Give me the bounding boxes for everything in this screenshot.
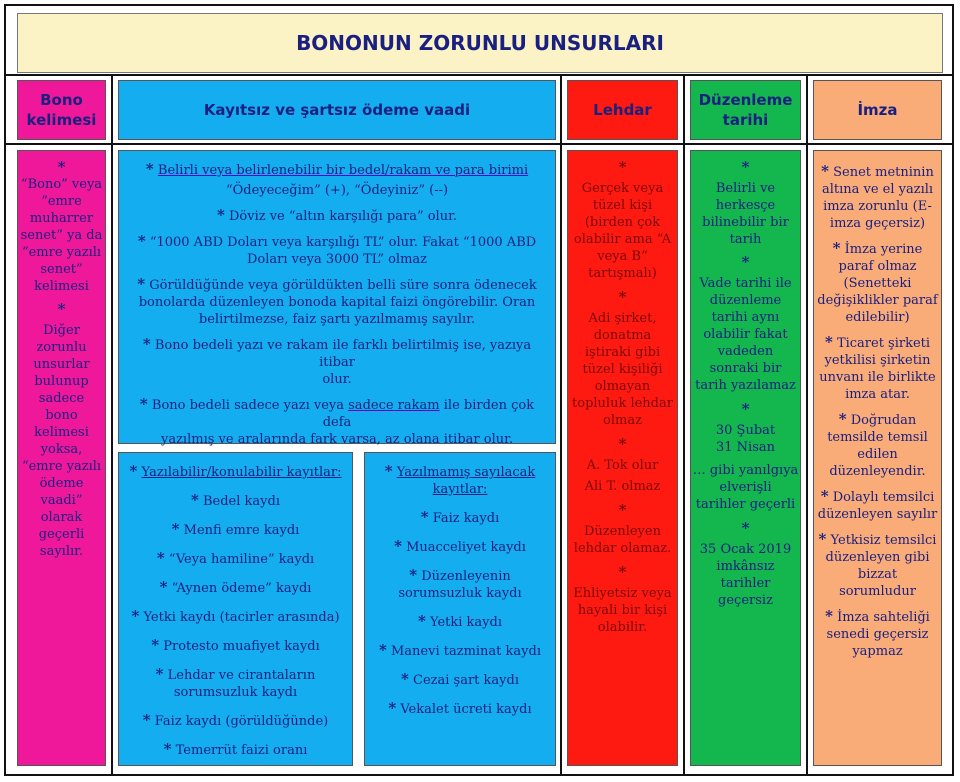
bullet-star: * bbox=[142, 711, 151, 729]
col-divider bbox=[806, 74, 808, 776]
duzenleme-line: herkesçe bbox=[715, 198, 776, 213]
imza-line: edilebilir) bbox=[845, 310, 910, 325]
bullet-star: * bbox=[741, 400, 750, 418]
bullet-star: * bbox=[145, 160, 154, 178]
bullet-star: * bbox=[378, 641, 387, 659]
duzenleme-line: tarihler geçerli bbox=[695, 497, 796, 512]
bullet-star: * bbox=[741, 253, 750, 271]
bullet-star: * bbox=[394, 537, 402, 555]
kayitsiz-text: Belirli veya belirlenebilir bir bedel/rakam ve para birimi bbox=[157, 163, 529, 178]
lehdar-line: olabilir. bbox=[597, 620, 648, 635]
kayitsiz-text: sadece rakam bbox=[348, 398, 440, 413]
lehdar-line: lehdar olamaz. bbox=[573, 541, 672, 556]
bullet-star: * bbox=[401, 670, 409, 688]
imza-line: imza zorunlu (E- bbox=[823, 199, 932, 214]
kayitsiz-text: “1000 ABD Doları veya karşılığı TL” olur. Fakat “1000 ABD bbox=[149, 235, 537, 250]
bono-line: bulunup bbox=[34, 374, 89, 389]
bono-line: ödeme bbox=[39, 476, 84, 491]
kayitsiz-text: Doları veya 3000 TL” olmaz bbox=[246, 252, 428, 267]
list-item: Muacceliyet kaydı bbox=[406, 540, 526, 555]
list-item: “Aynen ödeme” kaydı bbox=[171, 581, 312, 596]
bullet-star: * bbox=[820, 487, 829, 505]
bullet-star: * bbox=[142, 335, 151, 353]
bullet-star: * bbox=[57, 300, 66, 318]
imza-line: Senet metninin bbox=[833, 165, 934, 180]
list-item: sorumsuzluk kaydı bbox=[173, 685, 298, 700]
duzenleme-line: olabilir fakat bbox=[703, 327, 788, 342]
lehdar-line: tartışmalı) bbox=[588, 266, 657, 281]
bullet-star: * bbox=[420, 508, 429, 526]
header-duzenleme bbox=[690, 80, 801, 140]
bullet-star: * bbox=[418, 612, 426, 630]
bullet-star: * bbox=[155, 665, 164, 683]
kayitsiz-text: belirtilmezse, faiz şartı yazılmamış sayılır. bbox=[198, 312, 476, 327]
duzenleme-line: tarih yazılamaz bbox=[695, 378, 796, 393]
bono-line: “emre yazılı bbox=[21, 245, 102, 260]
col-divider bbox=[111, 74, 113, 776]
duzenleme-line: elverişli bbox=[719, 480, 772, 495]
imza-line: Yetkisiz temsilci bbox=[830, 533, 937, 548]
imza-line: (Senetteki bbox=[843, 276, 912, 291]
kayitsiz-text: Bono bedeli sadece yazı veya bbox=[151, 398, 344, 413]
yazilabilir-box bbox=[118, 452, 353, 766]
bullet-star: * bbox=[190, 491, 199, 509]
bullet-star: * bbox=[618, 435, 627, 453]
imza-line: temsilde temsil bbox=[827, 430, 928, 445]
bullet-star: * bbox=[57, 158, 66, 176]
bullet-star: * bbox=[137, 232, 146, 250]
header-imza bbox=[813, 80, 942, 140]
header-lehdar-label: Lehdar bbox=[593, 101, 652, 119]
imza-line: düzenleyendir. bbox=[829, 464, 926, 479]
header-lehdar bbox=[567, 80, 678, 140]
kayitsiz-text: bonolarda düzenleyen bonoda kapital faizi öngörebilir. Oran bbox=[138, 295, 536, 310]
header-bono bbox=[17, 80, 106, 140]
lehdar-line: Düzenleyen bbox=[584, 524, 661, 539]
bullet-star: * bbox=[129, 462, 138, 480]
list-item: “Veya hamiline” kaydı bbox=[168, 552, 315, 567]
bullet-star: * bbox=[824, 333, 833, 351]
bono-column bbox=[17, 150, 106, 766]
duzenleme-column bbox=[690, 150, 801, 766]
bullet-star: * bbox=[618, 288, 627, 306]
title-box bbox=[17, 13, 943, 73]
bono-line: geçerli bbox=[38, 527, 85, 542]
col-divider bbox=[683, 74, 685, 776]
kayitsiz-text: Görüldüğünde veya görüldükten belli süre sonra ödenecek bbox=[149, 278, 537, 293]
bono-line: yoksa, bbox=[40, 442, 83, 457]
bullet-star: * bbox=[151, 636, 160, 654]
duzenleme-line: düzenleme bbox=[709, 293, 782, 308]
duzenleme-line: Vade tarihi ile bbox=[699, 276, 792, 291]
header-kayitsiz-label: Kayıtsız ve şartsız ödeme vaadi bbox=[203, 101, 471, 119]
bullet-star: * bbox=[818, 530, 827, 548]
bullet-star: * bbox=[131, 607, 140, 625]
list-item: Yetki kaydı bbox=[430, 615, 502, 630]
bono-line: Diğer bbox=[43, 323, 80, 338]
header-bono-line: Bono bbox=[40, 91, 83, 109]
bono-line: unsurlar bbox=[33, 357, 90, 372]
kayitsiz-text: “Ödeyeceğim” (+), “Ödeyiniz” (--) bbox=[225, 183, 449, 198]
lehdar-line: olmaz bbox=[603, 413, 642, 428]
bono-line: senet” bbox=[40, 262, 83, 277]
bullet-star: * bbox=[832, 239, 841, 257]
row-divider bbox=[4, 74, 954, 76]
imza-column bbox=[813, 150, 942, 766]
duzenleme-line: 31 Nisan bbox=[715, 440, 775, 455]
bullet-star: * bbox=[388, 699, 397, 717]
bullet-star: * bbox=[409, 566, 418, 584]
lehdar-line: iştiraki gibi bbox=[584, 345, 661, 360]
bono-line: olarak bbox=[40, 510, 83, 525]
duzenleme-line: imkânsız bbox=[716, 559, 775, 574]
imza-line: altına ve el yazılı bbox=[821, 182, 934, 197]
imza-line: senedi geçersiz bbox=[826, 627, 929, 642]
list-item: Faiz kaydı bbox=[432, 511, 500, 526]
bullet-star: * bbox=[216, 206, 225, 224]
kayitsiz-text: yazılmış ve aralarında fark varsa, az olana itibar olur. bbox=[160, 432, 514, 447]
bullet-star: * bbox=[838, 410, 847, 428]
duzenleme-line: tarih bbox=[729, 232, 762, 247]
lehdar-line: (birden çok bbox=[584, 215, 661, 230]
lehdar-line: Ali T. olmaz bbox=[584, 479, 661, 494]
imza-line: yetkilisi şirketin bbox=[824, 353, 931, 368]
imza-line: yapmaz bbox=[852, 644, 903, 659]
bono-line: zorunlu bbox=[36, 340, 87, 355]
imza-line: unvanı ile birlikte bbox=[819, 370, 936, 385]
col-divider bbox=[560, 74, 562, 776]
list-item: Manevi tazminat kaydı bbox=[390, 644, 541, 659]
bullet-star: * bbox=[618, 501, 627, 519]
imza-line: düzenleyen gibi bbox=[825, 550, 930, 565]
list-item: Cezai şart kaydı bbox=[413, 673, 519, 688]
bono-line: kelimesi bbox=[34, 279, 89, 294]
bono-line: “Bono” veya bbox=[20, 177, 103, 192]
imza-line: düzenleyen sayılır bbox=[817, 507, 938, 522]
lehdar-column bbox=[567, 150, 678, 766]
list-item: sorumsuzluk kaydı bbox=[398, 586, 522, 601]
list-item: Lehdar ve cirantaların bbox=[167, 668, 316, 683]
bullet-star: * bbox=[384, 462, 393, 480]
bono-line: senet” ya da bbox=[20, 228, 103, 243]
header-duzenleme-line: tarihi bbox=[722, 111, 769, 129]
bullet-star: * bbox=[137, 275, 146, 293]
bono-line: kelimesi bbox=[34, 425, 89, 440]
duzenleme-line: tarihler bbox=[720, 576, 771, 591]
kayitsiz-text: olur. bbox=[322, 372, 352, 387]
lehdar-line: tüzel kişi bbox=[592, 198, 653, 213]
bono-line: ”emre bbox=[41, 194, 82, 209]
bono-line: sadece bbox=[38, 391, 85, 406]
imza-line: değişiklikler paraf bbox=[817, 293, 938, 308]
duzenleme-line: geçersiz bbox=[718, 593, 773, 608]
duzenleme-line: … gibi yanılgıya bbox=[692, 463, 799, 478]
bullet-star: * bbox=[741, 519, 750, 537]
kayitsiz-text: ile birden çok defa bbox=[322, 398, 535, 430]
list-item: Bedel kaydı bbox=[202, 494, 280, 509]
imza-line: imza atar. bbox=[845, 387, 910, 402]
list-item: Faiz kaydı (görüldüğünde) bbox=[154, 714, 329, 729]
list-item: Vekalet ücreti kaydı bbox=[400, 702, 532, 717]
header-kayitsiz bbox=[118, 80, 556, 140]
bullet-star: * bbox=[821, 162, 829, 180]
bullet-star: * bbox=[156, 549, 165, 567]
lehdar-line: hayali bir kişi bbox=[577, 603, 668, 618]
lehdar-line: Adi şirket, bbox=[588, 311, 657, 326]
duzenleme-line: tarihi aynı bbox=[711, 310, 780, 325]
bono-line: bono bbox=[45, 408, 78, 423]
yazilmamis-box bbox=[364, 452, 556, 766]
imza-line: İmza sahteliği bbox=[837, 610, 930, 625]
yazilmamis-heading: Yazılmamış sayılacak bbox=[396, 465, 536, 480]
list-item: Yetki kaydı (tacirler arasında) bbox=[143, 610, 340, 625]
duzenleme-line: Belirli ve bbox=[715, 181, 776, 196]
bullet-star: * bbox=[741, 158, 750, 176]
header-imza-label: İmza bbox=[857, 101, 898, 119]
list-item: Protesto muafiyet kaydı bbox=[163, 639, 320, 654]
lehdar-line: topluluk lehdar bbox=[572, 396, 673, 411]
header-bono-line: kelimesi bbox=[26, 111, 97, 129]
bono-line: sayılır. bbox=[39, 544, 84, 559]
yazilmamis-heading: kayıtlar: bbox=[432, 482, 488, 497]
list-item: Düzenleyenin bbox=[421, 569, 511, 584]
bullet-star: * bbox=[171, 520, 180, 538]
duzenleme-line: bilinebilir bir bbox=[702, 215, 789, 230]
bullet-star: * bbox=[159, 578, 168, 596]
imza-line: İmza yerine bbox=[844, 242, 923, 257]
duzenleme-line: 30 Şubat bbox=[715, 423, 776, 438]
duzenleme-line: 35 Ocak 2019 bbox=[699, 542, 792, 557]
lehdar-line: Ehliyetsiz veya bbox=[573, 586, 672, 601]
lehdar-line: olmayan bbox=[594, 379, 651, 394]
list-item: Temerrüt faizi oranı bbox=[175, 743, 308, 758]
lehdar-line: donatma bbox=[593, 328, 652, 343]
bullet-star: * bbox=[825, 607, 833, 625]
lehdar-line: Gerçek veya bbox=[581, 181, 664, 196]
header-duzenleme-line: Düzenleme bbox=[698, 91, 793, 109]
kayitsiz-text: Bono bedeli yazı ve rakam ile farklı belirtilmiş ise, yazıya itibar bbox=[154, 338, 532, 370]
imza-line: Doğrudan bbox=[850, 413, 917, 428]
bono-line: “emre yazılı bbox=[21, 459, 102, 474]
imza-line: sorumludur bbox=[839, 584, 916, 599]
lehdar-line: veya B” bbox=[597, 249, 648, 264]
duzenleme-line: vadeden bbox=[717, 344, 774, 359]
bullet-star: * bbox=[139, 395, 148, 413]
imza-line: bizzat bbox=[857, 567, 898, 582]
imza-line: edilen bbox=[857, 447, 898, 462]
lehdar-line: A. Tok olur bbox=[586, 458, 659, 473]
imza-line: imza geçersiz) bbox=[829, 216, 926, 231]
kayitsiz-main-box bbox=[118, 150, 556, 447]
imza-line: Dolaylı temsilci bbox=[832, 490, 935, 505]
bullet-star: * bbox=[163, 740, 172, 758]
imza-line: paraf olmaz bbox=[838, 259, 917, 274]
kayitsiz-text: Döviz ve “altın karşılığı para” olur. bbox=[228, 209, 458, 224]
duzenleme-line: sonraki bir bbox=[709, 361, 782, 376]
yazilabilir-heading: Yazılabilir/konulabilir kayıtlar: bbox=[141, 465, 342, 480]
row-divider bbox=[4, 143, 954, 145]
page-title: BONONUN ZORUNLU UNSURLARI bbox=[296, 31, 664, 55]
lehdar-line: olabilir ama “A bbox=[573, 232, 672, 247]
lehdar-line: tüzel kişiliği bbox=[582, 362, 663, 377]
list-item: Menfi emre kaydı bbox=[183, 523, 300, 538]
bono-line: vaadi” bbox=[40, 493, 83, 508]
bono-line: muharrer bbox=[29, 211, 94, 226]
bullet-star: * bbox=[618, 563, 627, 581]
imza-line: Ticaret şirketi bbox=[836, 336, 931, 351]
bullet-star: * bbox=[618, 158, 627, 176]
